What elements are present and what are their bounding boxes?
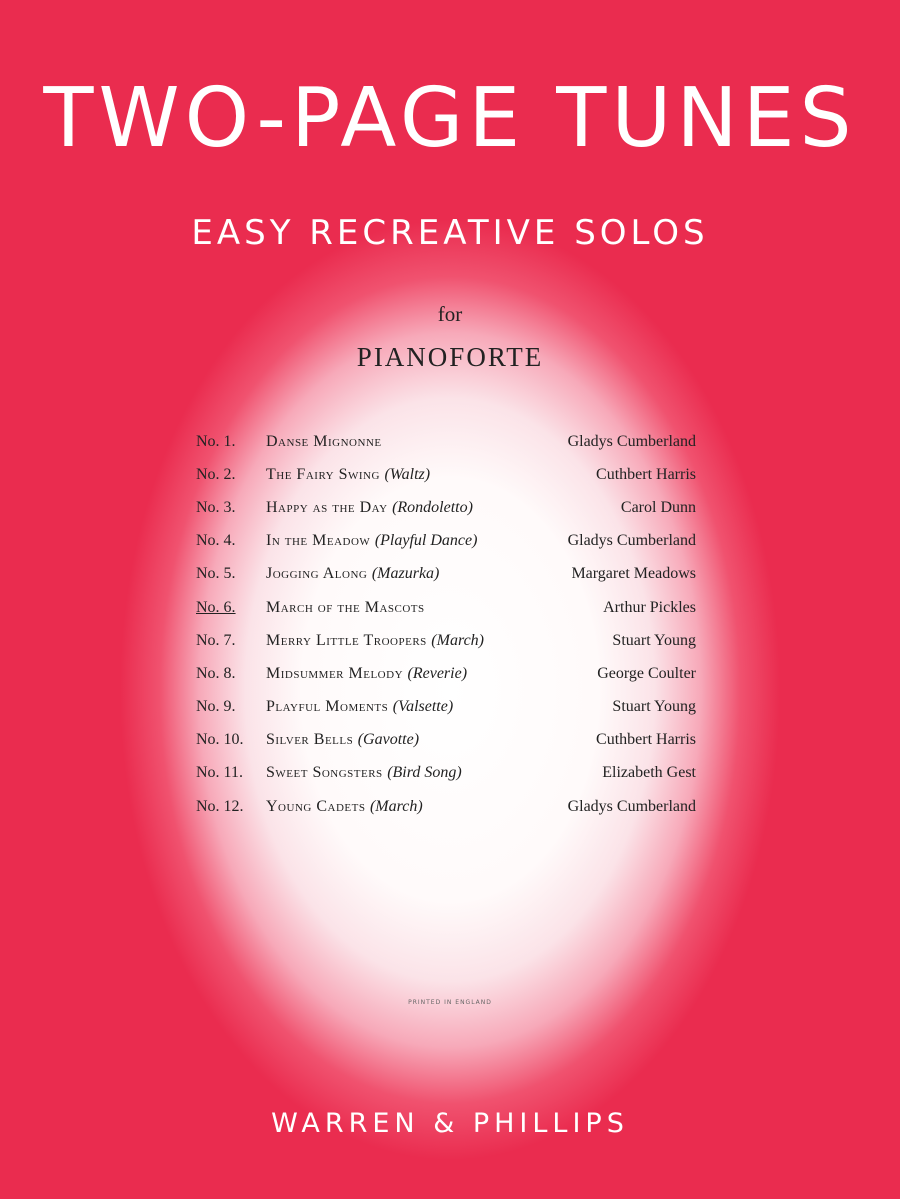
piece-number: No. 11.: [196, 764, 243, 782]
piece-composer: Arthur Pickles: [603, 598, 696, 616]
piece-subtitle: (Reverie): [407, 664, 468, 682]
piece-title: Happy as the Day: [266, 498, 388, 516]
piece-title: In the Meadow: [266, 532, 371, 550]
piece-title-group: [266, 764, 602, 782]
cover-title: TWO-PAGE TUNES: [43, 71, 857, 166]
piece-title-group: [266, 499, 621, 517]
piece-composer: Cuthbert Harris: [596, 465, 696, 483]
piece-number: No. 9.: [196, 698, 236, 716]
for-label: for: [437, 302, 463, 326]
printed-in-england-note: PRINTED IN ENGLAND: [408, 999, 492, 1006]
piece-number: No. 1.: [196, 432, 236, 450]
piece-number: No. 8.: [196, 664, 236, 682]
piece-title-group: [266, 731, 596, 749]
piece-number: No. 5.: [196, 565, 236, 583]
piece-title: The Fairy Swing: [266, 465, 380, 483]
piece-title: Midsummer Melody: [266, 664, 404, 682]
piece-subtitle: (Gavotte): [357, 731, 420, 749]
list-item: [196, 591, 696, 624]
piece-title: Sweet Songsters: [266, 764, 383, 782]
piece-title: March of the Mascots: [266, 598, 425, 616]
list-item: [196, 491, 696, 524]
contents-list: [196, 425, 696, 823]
list-item: [196, 691, 696, 724]
piece-composer: George Coulter: [597, 664, 696, 682]
list-item: [196, 657, 696, 690]
list-item: [196, 757, 696, 790]
piece-subtitle: (Waltz): [384, 465, 431, 483]
list-item: [196, 458, 696, 491]
piece-composer: Cuthbert Harris: [596, 731, 696, 749]
piece-title-group: [266, 433, 568, 451]
piece-title-group: [266, 565, 571, 583]
piece-subtitle: (Bird Song): [387, 764, 462, 782]
piece-composer: Carol Dunn: [620, 498, 696, 516]
piece-number: No. 4.: [196, 532, 236, 550]
piece-composer: Gladys Cumberland: [567, 532, 696, 550]
piece-title: Danse Mignonne: [266, 432, 382, 450]
piece-composer: Gladys Cumberland: [567, 432, 696, 450]
list-item: [196, 790, 696, 823]
piece-title-group: [266, 698, 612, 716]
piece-title: Silver Bells: [266, 731, 354, 749]
piece-composer: Stuart Young: [612, 698, 696, 716]
piece-number: No. 3.: [196, 498, 236, 516]
piece-composer: Stuart Young: [612, 631, 696, 649]
piece-title: Jogging Along: [266, 565, 368, 583]
piece-composer: Margaret Meadows: [571, 565, 696, 583]
piece-number: No. 7.: [196, 631, 236, 649]
instrument-label: PIANOFORTE: [356, 342, 544, 372]
piece-composer: Elizabeth Gest: [602, 764, 696, 782]
piece-subtitle: (March): [431, 631, 484, 649]
piece-subtitle: (Rondoletto): [392, 498, 473, 516]
piece-title-group: [266, 665, 597, 683]
piece-subtitle: (Valsette): [392, 698, 454, 716]
piece-subtitle: (Mazurka): [371, 565, 440, 583]
piece-number: No. 2.: [196, 465, 236, 483]
piece-title-group: [266, 532, 568, 550]
piece-title: Playful Moments: [266, 698, 389, 716]
publisher-name: WARREN & PHILLIPS: [271, 1108, 629, 1139]
piece-subtitle: (Playful Dance): [374, 532, 478, 550]
list-item: [196, 425, 696, 458]
list-item: [196, 525, 696, 558]
list-item: [196, 624, 696, 657]
cover-subtitle: EASY RECREATIVE SOLOS: [191, 213, 709, 253]
list-item: [196, 558, 696, 591]
piece-title: Merry Little Troopers: [266, 631, 427, 649]
piece-title-group: [266, 798, 568, 816]
piece-number: No. 6.: [196, 598, 236, 616]
piece-subtitle: (March): [369, 797, 423, 815]
list-item: [196, 724, 696, 757]
piece-title-group: [266, 466, 596, 484]
piece-number: No. 12.: [196, 797, 244, 815]
piece-composer: Gladys Cumberland: [567, 797, 696, 815]
piece-title-group: [266, 599, 603, 617]
piece-title-group: [266, 632, 612, 650]
piece-number: No. 10.: [196, 731, 244, 749]
piece-title: Young Cadets: [266, 797, 366, 815]
